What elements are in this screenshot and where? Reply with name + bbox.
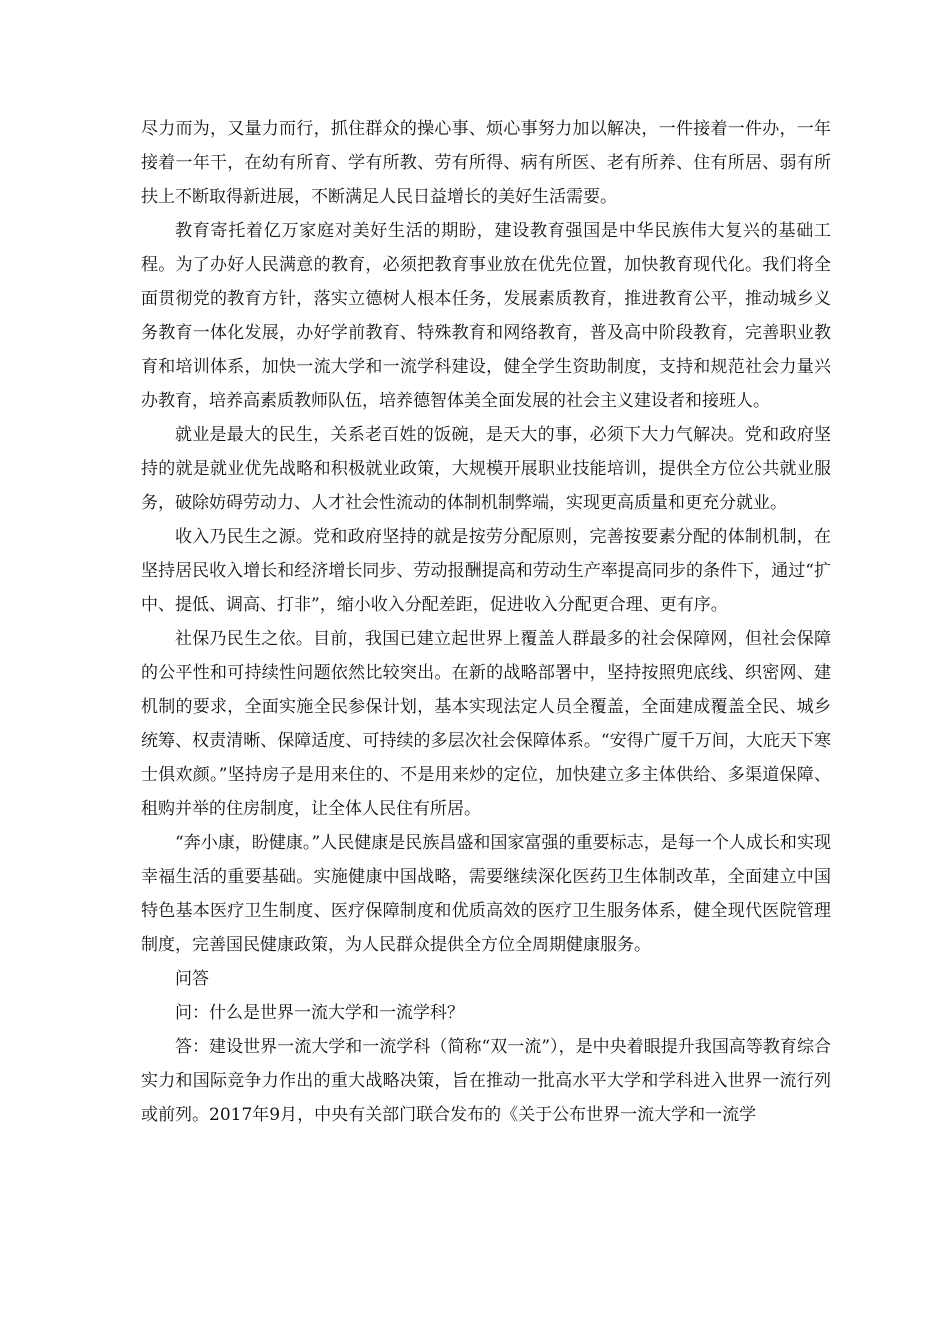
- paragraph-health: “奔小康，盼健康。”人民健康是民族昌盛和国家富强的重要标志，是每一个人成长和实现幸福生活的重要基础。实施健康中国战略，需要继续深化医药卫生体制改革，全面建立中国特色基本医疗卫生制度、医疗保障制度和优质高效的医疗卫生服务体系，健全现代医院管理制度，完善国民健康政策，为人民群众提供全方位全周期健康服务。: [141, 833, 831, 955]
- paragraph-employment: 就业是最大的民生，关系老百姓的饭碗，是天大的事，必须下大力气解决。党和政府坚持的就是就业优先战略和积极就业政策，大规模开展职业技能培训，提供全方位公共就业服务，破除妨碍劳动力、人才社会性流动的体制机制弊端，实现更高质量和更充分就业。: [141, 425, 831, 513]
- section-heading-qa: 问答: [175, 969, 209, 989]
- paragraph-continued: 尽力而为，又量力而行，抓住群众的操心事、烦心事努力加以解决，一件接着一件办，一年接着一年干，在幼有所育、学有所教、劳有所得、病有所医、老有所养、住有所居、弱有所扶上不断取得新进展，不断满足人民日益增长的美好生活需要。: [141, 119, 831, 207]
- answer-text: 答：建设世界一流大学和一流学科（简称“双一流”），是中央着眼提升我国高等教育综合实力和国际竞争力作出的重大战略决策，旨在推动一批高水平大学和学科进入世界一流行列或前列。2017年9月，中央有关部门联合发布的《关于公布世界一流大学和一流学: [141, 1037, 831, 1125]
- question-text: 问：什么是世界一流大学和一流学科？: [175, 1003, 464, 1023]
- paragraph-education: 教育寄托着亿万家庭对美好生活的期盼，建设教育强国是中华民族伟大复兴的基础工程。为了办好人民满意的教育，必须把教育事业放在优先位置，加快教育现代化。我们将全面贯彻党的教育方针，落实立德树人根本任务，发展素质教育，推进教育公平，推动城乡义务教育一体化发展，办好学前教育、特殊教育和网络教育，普及高中阶段教育，完善职业教育和培训体系，加快一流大学和一流学科建设，健全学生资助制度，支持和规范社会力量兴办教育，培养高素质教师队伍，培养德智体美全面发展的社会主义建设者和接班人。: [141, 221, 831, 411]
- paragraph-income: 收入乃民生之源。党和政府坚持的就是按劳分配原则，完善按要素分配的体制机制，在坚持居民收入增长和经济增长同步、劳动报酬提高和劳动生产率提高同步的条件下，通过“扩中、提低、调高、打非”，缩小收入分配差距，促进收入分配更合理、更有序。: [141, 527, 831, 615]
- paragraph-social-security: 社保乃民生之依。目前，我国已建立起世界上覆盖人群最多的社会保障网，但社会保障的公平性和可持续性问题依然比较突出。在新的战略部署中，坚持按照兜底线、织密网、建机制的要求，全面实施全民参保计划，基本实现法定人员全覆盖，全面建成覆盖全民、城乡统筹、权责清晰、保障适度、可持续的多层次社会保障体系。“安得广厦千万间，大庇天下寒士俱欢颜。”坚持房子是用来住的、不是用来炒的定位，加快建立多主体供给、多渠道保障、租购并举的住房制度，让全体人民住有所居。: [141, 629, 831, 819]
- document-body: [141, 112, 831, 1132]
